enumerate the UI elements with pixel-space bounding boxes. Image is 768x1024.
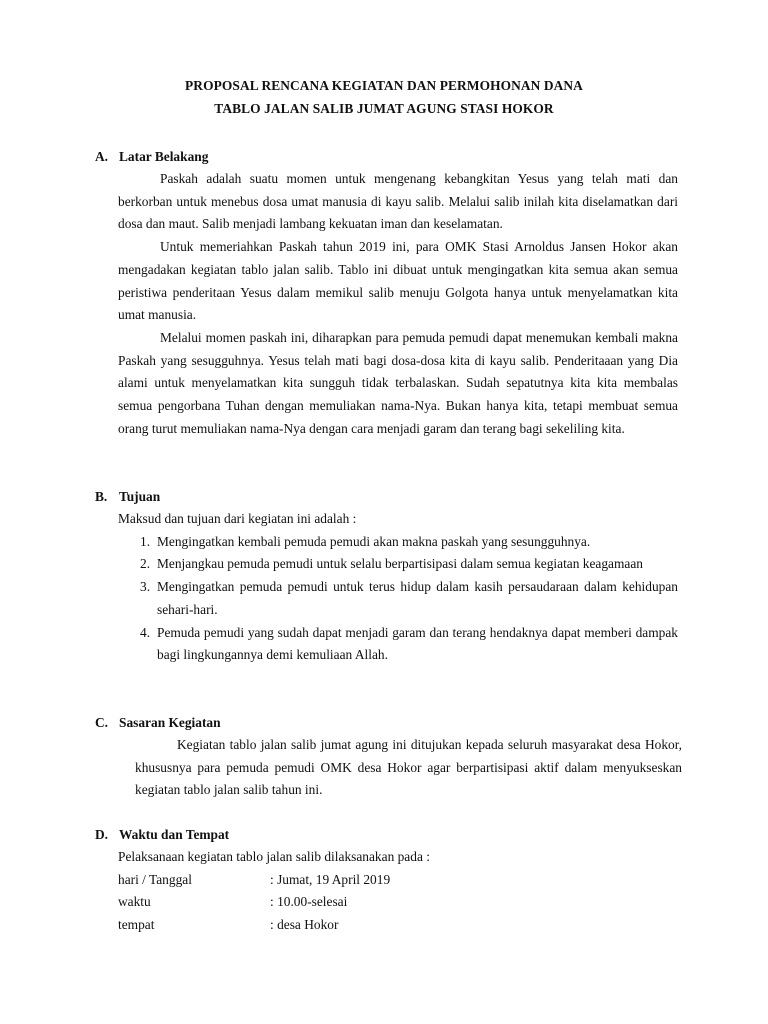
list-number: 3. <box>140 579 151 595</box>
paragraph: Kegiatan tablo jalan salib jumat agung ini ditujukan kepada seluruh masyarakat desa Hokor, khususnya para pemuda pemudi OMK desa Hokor agar berpartisipasi aktif dalam menyukseskan kegiatan tablo jalan salib tahun ini. <box>135 737 682 798</box>
list-text: Mengingatkan pemuda pemudi untuk terus hidup dalam kasih persaudaraan dalam kehidupan sehari-hari. <box>157 579 678 617</box>
list-text: Menjangkau pemuda pemudi untuk selalu berpartisipasi dalam semua kegiatan keagamaan <box>157 556 643 572</box>
section-title: Waktu dan Tempat <box>119 827 230 842</box>
section-letter: B. <box>95 489 108 504</box>
list-text: Mengingatkan kembali pemuda pemudi akan makna paskah yang sesungguhnya. <box>157 533 591 549</box>
schedule-row-date <box>118 869 678 892</box>
schedule-value: : desa Hokor <box>270 917 339 933</box>
schedule-label: tempat <box>118 917 155 933</box>
list-item <box>118 553 678 576</box>
section-intro: Pelaksanaan kegiatan tablo jalan salib dilaksanakan pada : <box>118 849 430 864</box>
list-number: 1. <box>140 533 151 549</box>
document-title-line-1: PROPOSAL RENCANA KEGIATAN DAN PERMOHONAN DANA <box>185 78 583 93</box>
list-item <box>118 531 678 554</box>
section-heading <box>95 146 685 168</box>
section-letter: D. <box>95 827 109 842</box>
section-title: Tujuan <box>119 489 161 504</box>
section-intro: Maksud dan tujuan dari kegiatan ini adalah : <box>118 511 357 526</box>
list-text: Pemuda pemudi yang sudah dapat menjadi garam dan terang hendaknya dapat memberi dampak bagi lingkungannya demi kemuliaan Allah. <box>157 624 678 663</box>
list-item <box>118 576 678 621</box>
schedule-row-time <box>118 891 678 914</box>
schedule-value: : 10.00-selesai <box>270 894 348 910</box>
goal-list <box>118 531 678 667</box>
schedule-label: hari / Tanggal <box>118 871 192 887</box>
list-number: 2. <box>140 556 151 572</box>
section-title: Sasaran Kegiatan <box>119 715 221 730</box>
section-letter: A. <box>95 149 109 164</box>
section-tujuan <box>95 486 685 667</box>
section-letter: C. <box>95 715 109 730</box>
document-title-line-2: TABLO JALAN SALIB JUMAT AGUNG STASI HOKOR <box>214 101 554 116</box>
section-heading <box>95 486 685 508</box>
paragraph: Untuk memeriahkan Paskah tahun 2019 ini, para OMK Stasi Arnoldus Jansen Hokor akan mengadakan kegiatan tablo jalan salib. Tablo ini dibuat untuk mengingatkan kita semua akan semua peristiwa penderitaan Yesus dalam memikul salib menuju Golgota hanya untuk menyelamatkan kita umat manusia. <box>118 239 678 323</box>
list-item <box>118 622 678 667</box>
section-waktu-dan-tempat <box>95 824 685 937</box>
schedule-label: waktu <box>118 894 151 910</box>
schedule-value: : Jumat, 19 April 2019 <box>270 871 391 887</box>
schedule-row-place <box>118 914 678 937</box>
section-heading <box>95 824 685 846</box>
section-heading <box>95 712 685 734</box>
list-number: 4. <box>140 624 151 640</box>
paragraph: Melalui momen paskah ini, diharapkan para pemuda pemudi dapat menemukan kembali makna Paskah yang sesugguhnya. Yesus telah mati bagi dosa-dosa kita di kayu salib. Penderitaaan yang Dia alami untuk menyelamatkan kita sungguh tidak terbalaskan. Sudah sepatutnya kita kita membalas semua pengorbana Tuhan dengan memuliakan nama-Nya. Bukan hanya kita, tetapi membuat semua orang turut memuliakan nama-Nya dengan cara menjadi garam dan terang bagi sekeliling kita. <box>118 329 678 436</box>
section-latar-belakang <box>95 146 685 440</box>
section-title: Latar Belakang <box>119 149 209 164</box>
paragraph: Paskah adalah suatu momen untuk mengenang kebangkitan Yesus yang telah mati dan berkorban untuk menebus dosa umat manusia di kayu salib. Melalui salib inilah kita diselamatkan dari dosa dan maut. Salib menjadi lambang kekuatan iman dan keselamatan. <box>118 171 678 232</box>
section-sasaran-kegiatan <box>95 712 685 802</box>
